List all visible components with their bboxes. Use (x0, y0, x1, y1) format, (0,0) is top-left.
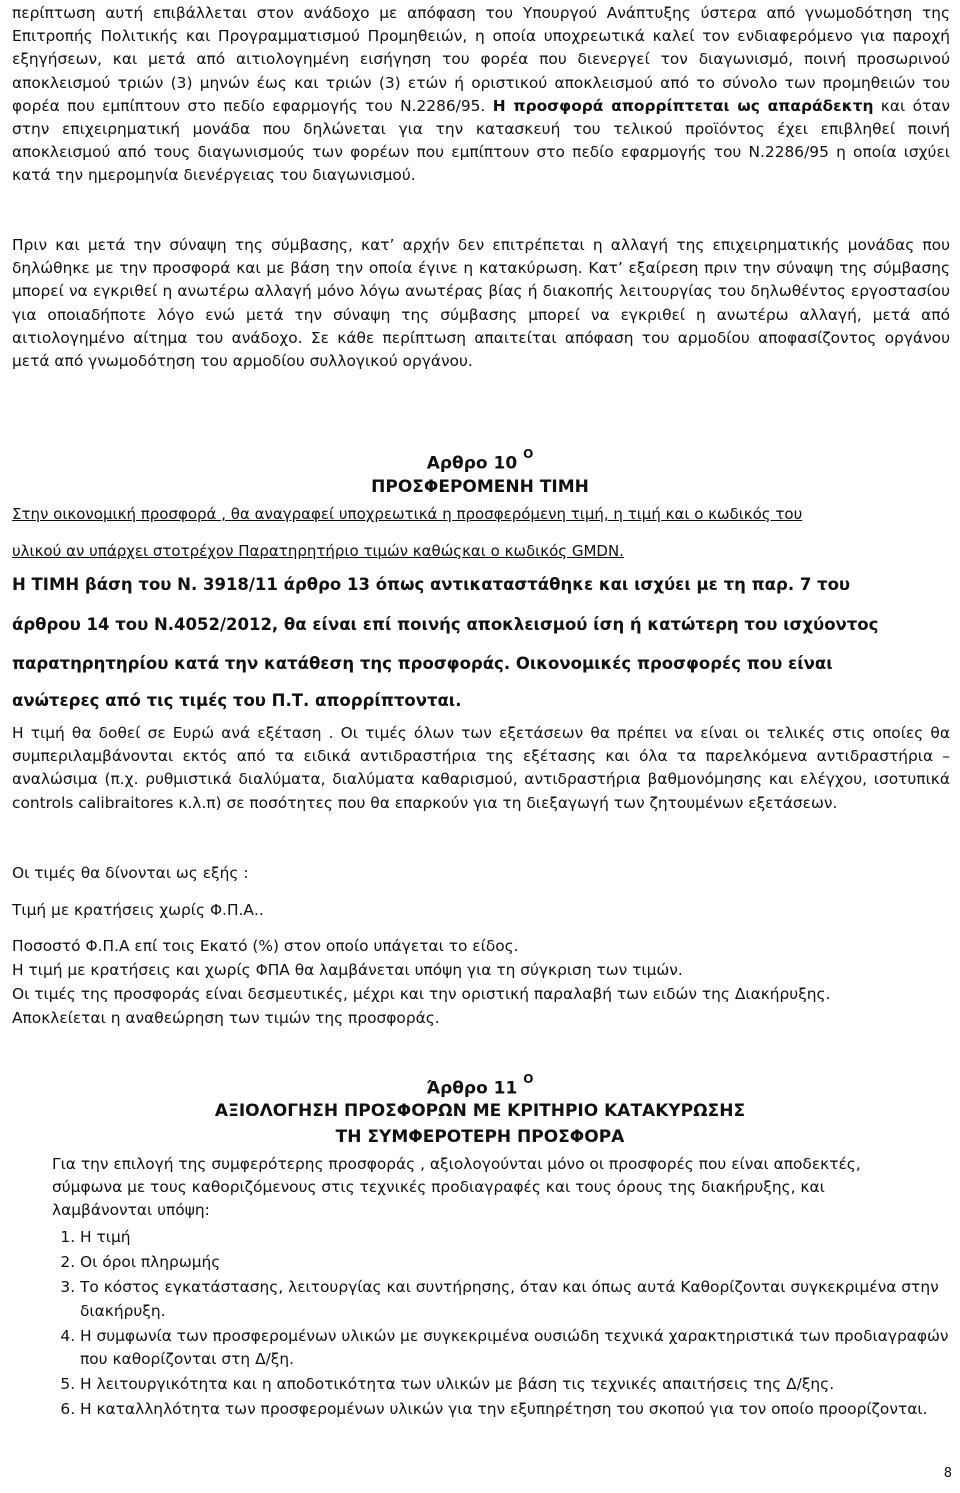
article-11-intro: Για την επιλογή της συμφερότερης προσφοράς , αξιολογούνται μόνο οι προσφορές που είναι αποδεκτές, σύμφωνα με τους καθοριζόμενους στις τεχνικές προδιαγραφές και τους όρους της διακήρυξης, και λαμβάνονται υπόψη: (52, 1155, 861, 1220)
article-10-heading (0, 447, 960, 474)
criteria-list (48, 1226, 960, 1424)
price-line-1: Οι τιμές θα δίνονται ως εξής : (12, 864, 249, 882)
price-line-3: Ποσοστό Φ.Π.Α επί τοις Εκατό (%) στον οποίο υπάγεται το είδος. (12, 937, 519, 955)
bold-price-line-2: άρθρου 14 του Ν.4052/2012, θα είναι επί ποινής αποκλεισμού ίση ή κατώτερη του ισχύοντος (12, 615, 879, 634)
article-10-superscript: Ο (523, 447, 534, 461)
list-item: 4. Η συμφωνία των προσφερομένων υλικών με συγκεκριμένα ουσιώδη τεχνικά χαρακτηριστικά των προδιαγραφών που καθορίζονται στη Δ/ξη. (80, 1325, 960, 1371)
underlined-line-1: Στην οικονομική προσφορά , θα αναγραφεί υποχρεωτικά η προσφερόμενη τιμή, η τιμή και ο κωδικός του (12, 505, 803, 523)
list-item: 2. Οι όροι πληρωμής (80, 1251, 960, 1274)
price-line-6: Αποκλείεται η αναθεώρηση των τιμών της προσφοράς. (12, 1009, 440, 1027)
paragraph-exclusion (12, 2, 950, 188)
paragraph-exclusion-rest: και όταν στην επιχειρηματική μονάδα που δηλώνεται για την κατασκευή του τελικού προϊόντος έχει επιβληθεί ποινή αποκλεισμού από τους διαγωνισμούς των φορέων που εμπίπτουν στο πεδίο εφαρμογής του Ν.2286/95 η οποία ισχύει κατά την ημερομηνία διενέργειας του διαγωνισμού. (12, 96, 951, 185)
list-item: 1. Η τιμή (80, 1226, 960, 1249)
list-item: 5. Η λειτουργικότητα και η αποδοτικότητα των υλικών με βάση τις τεχνικές απαιτήσεις της Δ/ξης. (80, 1373, 960, 1396)
article-10-title: Αρθρο 10 (426, 453, 518, 474)
bold-price-line-3: παρατηρητηρίου κατά την κατάθεση της προσφοράς. Οικονομικές προσφορές που είναι (12, 654, 833, 673)
price-line-5: Οι τιμές της προσφοράς είναι δεσμευτικές, μέχρι και την οριστική παραλαβή των ειδών της Διακήρυξης. (12, 985, 831, 1003)
paragraph-business-unit-change: Πριν και μετά την σύναψη της σύμβασης, κατ’ αρχήν δεν επιτρέπεται η αλλαγή της επιχειρηματικής μονάδας που δηλώθηκε με την προσφορά και με βάση την οποία έγινε η κατακύρωση. Κατ’ εξαίρεση πριν την σύναψη της σύμβασης μπορεί να εγκριθεί η ανωτέρω αλλαγή μόνο λόγω ανωτέρας βίας ή διακοπής λειτουργίας του δηλωθέντος εργοστασίου για οποιαδήποτε λόγο ενώ μετά την σύναψη της σύμβασης μπορεί να εγκριθεί η ανωτέρω αλλαγή, μετά από αιτιολογημένο αίτημα του ανάδοχο. Σε κάθε περίπτωση απαιτείται απόφαση του αρμοδίου αποφασίζοντος οργάνου μετά από γνωμοδότηση του αρμοδίου συλλογικού οργάνου. (12, 236, 950, 371)
paragraph-price-per-test: Η τιμή θα δοθεί σε Ευρώ ανά εξέταση . Οι τιμές όλων των εξετάσεων θα πρέπει να είναι οι τελικές στις οποίες θα συμπεριλαμβάνονται εκτός από τα ειδικά αντιδραστήρια της εξέτασης και όλα τα παρελκόμενα αντιδραστήρια –αναλώσιμα (π.χ. ρυθμιστικά διαλύματα, διαλύματα καθαρισμού, αντιδραστήρια βαθμονόμησης και ελέγχου, ισοτυπικά controls calibraitores κ.λ.π) σε ποσότητες που θα επαρκούν για τη διεξαγωγή των ζητουμένων εξετάσεων. (12, 724, 950, 812)
list-item: 3. Το κόστος εγκατάστασης, λειτουργίας και συντήρησης, όταν και όπως αυτά Καθορίζονται συγκεκριμένα στην διακήρυξη. (80, 1276, 960, 1322)
paragraph-exclusion-bold: Η προσφορά απορρίπτεται ως απαράδεκτη (492, 96, 874, 115)
article-11-superscript: Ο (523, 1072, 534, 1086)
bold-price-line-4: ανώτερες από τις τιμές του Π.Τ. απορρίπτονται. (12, 691, 462, 710)
underlined-line-2: υλικού αν υπάρχει στοτρέχον Παρατηρητήριο τιμών καθώςκαι ο κωδικός GMDN. (12, 542, 624, 560)
bold-price-line-1: Η ΤΙΜΗ βάση του Ν. 3918/11 άρθρο 13 όπως αντικαταστάθηκε και ισχύει με τη παρ. 7 του (12, 575, 851, 594)
price-line-2: Τιμή με κρατήσεις χωρίς Φ.Π.Α.. (12, 901, 264, 919)
article-11-title: Άρθρο 11 (426, 1078, 518, 1099)
article-11-subtitle-1: ΑΞΙΟΛΟΓΗΣΗ ΠΡΟΣΦΟΡΩΝ ΜΕ ΚΡΙΤΗΡΙΟ ΚΑΤΑΚΥΡΩΣΗΣ (214, 1101, 746, 1121)
page-number: 8 (943, 1466, 952, 1481)
article-11-heading (0, 1072, 960, 1099)
list-item: 6. Η καταλληλότητα των προσφερομένων υλικών για την εξυπηρέτηση του σκοπού για τον οποίο προορίζονται. (80, 1398, 960, 1421)
article-11-subtitle-2: ΤΗ ΣΥΜΦΕΡΟΤΕΡΗ ΠΡΟΣΦΟΡΑ (335, 1127, 625, 1147)
paragraph-exclusion-text: περίπτωση αυτή επιβάλλεται στον ανάδοχο με απόφαση του Υπουργού Ανάπτυξης ύστερα από γνωμοδότηση της Επιτροπής Πολιτικής και Προγραμματισμού Προμηθειών, η οποία υποχρεωτικά καλεί τον ενδιαφερόμενο για παροχή εξηγήσεων, και μετά από αιτιολογημένη εισήγηση του φορέα που διενεργεί τον διαγωνισμό, ποινή προσωρινού αποκλεισμού τριών (3) μηνών έως και τριών (3) ετών ή οριστικού αποκλεισμού από το σύνολο των προμηθειών του φορέα που εμπίπτουν στο πεδίο εφαρμογής του Ν.2286/95. (12, 4, 950, 115)
article-10-subtitle: ΠΡΟΣΦΕΡΟΜΕΝΗ ΤΙΜΗ (371, 477, 589, 497)
price-line-4: Η τιμή με κρατήσεις και χωρίς ΦΠΑ θα λαμβάνεται υπόψη για τη σύγκριση των τιμών. (12, 961, 683, 979)
